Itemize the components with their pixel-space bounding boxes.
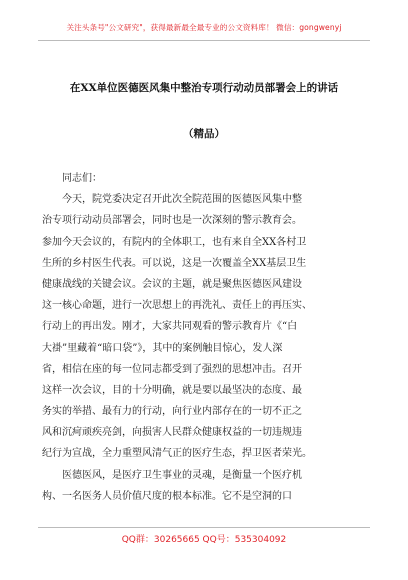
paragraph-line: 这样一次会议，目的十分明确，就是要以最坚决的态度、最 [42, 384, 302, 396]
paragraph-line: 生所的乡村医生代表。可以说，这是一次覆盖全XX基层卫生 [42, 257, 307, 269]
paragraph-line: 今天，院党委决定召开此次全院范围的医德医风集中整 [62, 194, 302, 206]
paragraph-line: 这一核心命题，进行一次思想上的再洗礼、责任上的再压实、 [42, 300, 312, 312]
header-divider [38, 40, 370, 41]
footer-contact: QQ群：30265665 QQ号：535304092 [121, 535, 287, 545]
paragraph-line: 大褂”里藏着“暗口袋”》，其中的案例触目惊心，发人深 [42, 342, 283, 354]
document-body [42, 168, 364, 507]
salutation: 同志们： [62, 173, 102, 184]
paragraph-line: 参加今天会议的，有院内的全体职工，也有来自全XX各村卫 [42, 236, 307, 248]
paragraph-line: 行动上的再出发。刚才，大家共同观看的警示教育片《“白 [42, 321, 298, 333]
paragraph-line: 健康战线的关键会议。会议的主题，就是聚焦医德医风建设 [42, 278, 302, 290]
paragraph-line: 治专项行动动员部署会，同时也是一次深刻的警示教育会。 [42, 215, 302, 227]
paragraph-line: 纪行为宣战，全力重塑风清气正的医疗生态，捍卫医者荣光。 [42, 448, 312, 460]
paragraph-line: 务实的举措、最有力的行动，向行业内部存在的一切不正之 [42, 406, 302, 418]
document-subtitle: （精品） [183, 128, 225, 140]
header-notice: 关注头条号"公文研究"，获得最新最全最专业的公文资料库！ 微信：gongwenyj [66, 23, 342, 32]
footer-divider [38, 527, 370, 528]
paragraph-line: 构、一名医务人员价值尺度的根本标准。它不是空洞的口 [42, 490, 292, 502]
paragraph-line: 省，相信在座的每一位同志都受到了强烈的思想冲击。召开 [42, 363, 302, 375]
paragraph-line: 风和沉疴顽疾亮剑，向损害人民群众健康权益的一切违规违 [42, 427, 302, 439]
paragraph-line: 医德医风，是医疗卫生事业的灵魂，是衡量一个医疗机 [62, 469, 302, 481]
document-title: 在XX单位医德医风集中整治专项行动动员部署会上的讲话 [69, 82, 339, 94]
